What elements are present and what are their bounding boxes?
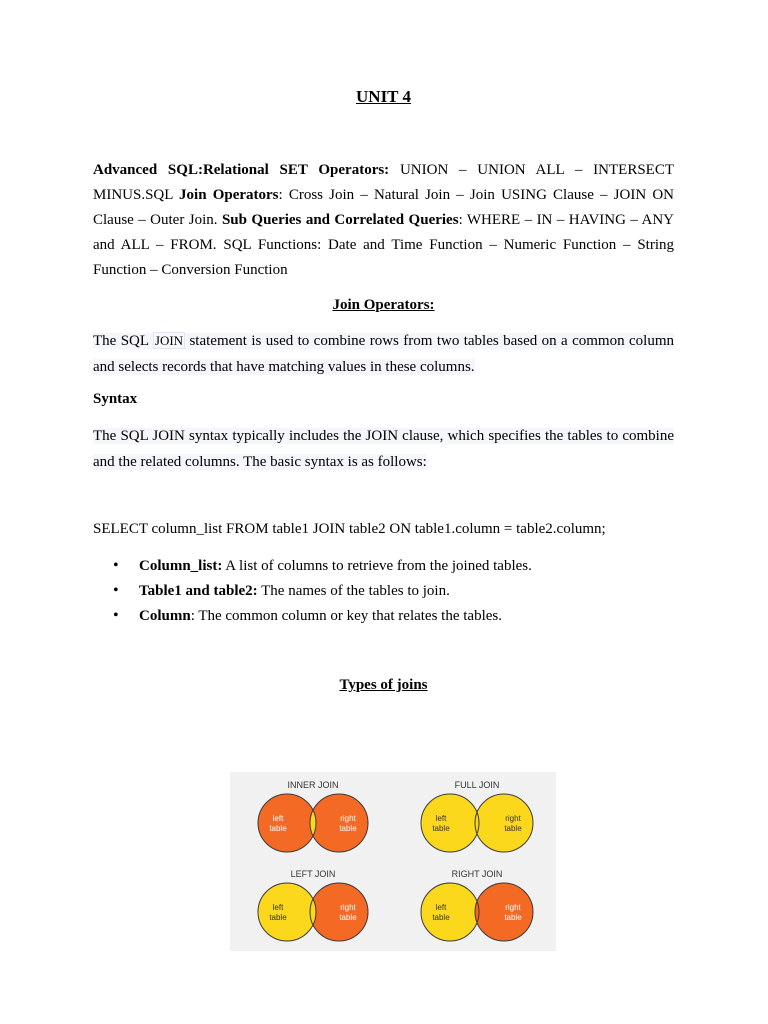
left-table-label: table	[432, 824, 450, 833]
join-description-paragraph	[93, 328, 674, 380]
right-table-label: right	[340, 903, 356, 912]
join-type-label: RIGHT JOIN	[451, 869, 503, 879]
left-table-label: table	[432, 913, 450, 922]
right-table-label: table	[339, 824, 357, 833]
venn-panel	[258, 869, 368, 941]
types-of-joins-heading: Types of joins	[339, 677, 428, 693]
join-keyword-code: JOIN	[154, 333, 184, 348]
right-table-label: table	[504, 913, 522, 922]
venn-diagrams	[230, 772, 556, 951]
syntax-example: SELECT column_list FROM table1 JOIN table2 ON table1.column = table2.column;	[93, 521, 606, 537]
left-table-label: table	[269, 913, 287, 922]
join-desc-before: The SQL	[93, 333, 153, 349]
right-table-label: right	[340, 814, 356, 823]
intro-text-join: : Cross Join – Natural Join – Join USING Clause – JOIN ON Clause – Outer Join.	[93, 187, 674, 228]
venn-panel	[421, 869, 533, 941]
syntax-paragraph-text: The SQL JOIN syntax typically includes the JOIN clause, which specifies the tables to combine and the related columns. The basic syntax is as follows:	[93, 428, 674, 470]
syntax-paragraph	[93, 423, 674, 475]
bullet-desc: : The common column or key that relates the tables.	[190, 608, 502, 624]
intro-text-set: UNION – UNION ALL – INTERSECT MINUS.SQL	[93, 162, 674, 203]
join-types-diagram	[230, 772, 556, 951]
bullet-term: Column_list:	[139, 558, 223, 574]
join-type-label: LEFT JOIN	[290, 869, 336, 879]
list-item	[93, 605, 674, 630]
join-desc-after: statement is used to combine rows from two tables based on a common column and selects records that have matching values in these columns.	[93, 333, 674, 375]
bullet-term: Table1 and table2:	[139, 583, 258, 599]
left-table-label: left	[272, 903, 284, 912]
bullet-desc: The names of the tables to join.	[257, 583, 450, 599]
unit-title: UNIT 4	[356, 87, 411, 106]
bullet-term: Column	[139, 608, 191, 624]
right-table-label: table	[339, 913, 357, 922]
syntax-bullet-list	[93, 555, 674, 630]
right-table-label: right	[505, 903, 521, 912]
left-table-label: left	[435, 903, 447, 912]
left-table-label: left	[435, 814, 447, 823]
right-table-label: right	[505, 814, 521, 823]
intro-bold-subqueries: Sub Queries and Correlated Queries	[221, 212, 459, 228]
join-operators-heading: Join Operators:	[332, 297, 435, 313]
list-item	[93, 580, 674, 605]
left-table-label: left	[272, 814, 284, 823]
bullet-desc: A list of columns to retrieve from the joined tables.	[222, 558, 532, 574]
venn-panel	[421, 780, 533, 852]
right-table-label: table	[504, 824, 522, 833]
join-type-label: INNER JOIN	[287, 780, 339, 790]
syntax-heading: Syntax	[93, 391, 138, 407]
join-type-label: FULL JOIN	[454, 780, 500, 790]
intro-paragraph	[93, 158, 674, 283]
venn-panel	[258, 780, 368, 852]
left-table-label: table	[269, 824, 287, 833]
intro-bold-set-operators: Advanced SQL:Relational SET Operators:	[93, 162, 390, 178]
intro-text-subqueries: : WHERE – IN – HAVING – ANY and ALL – FROM. SQL Functions: Date and Time Function – Numeric Function – String Function – Conversion Function	[93, 212, 674, 278]
intro-bold-join-operators: Join Operators	[179, 187, 279, 203]
list-item	[93, 555, 674, 580]
